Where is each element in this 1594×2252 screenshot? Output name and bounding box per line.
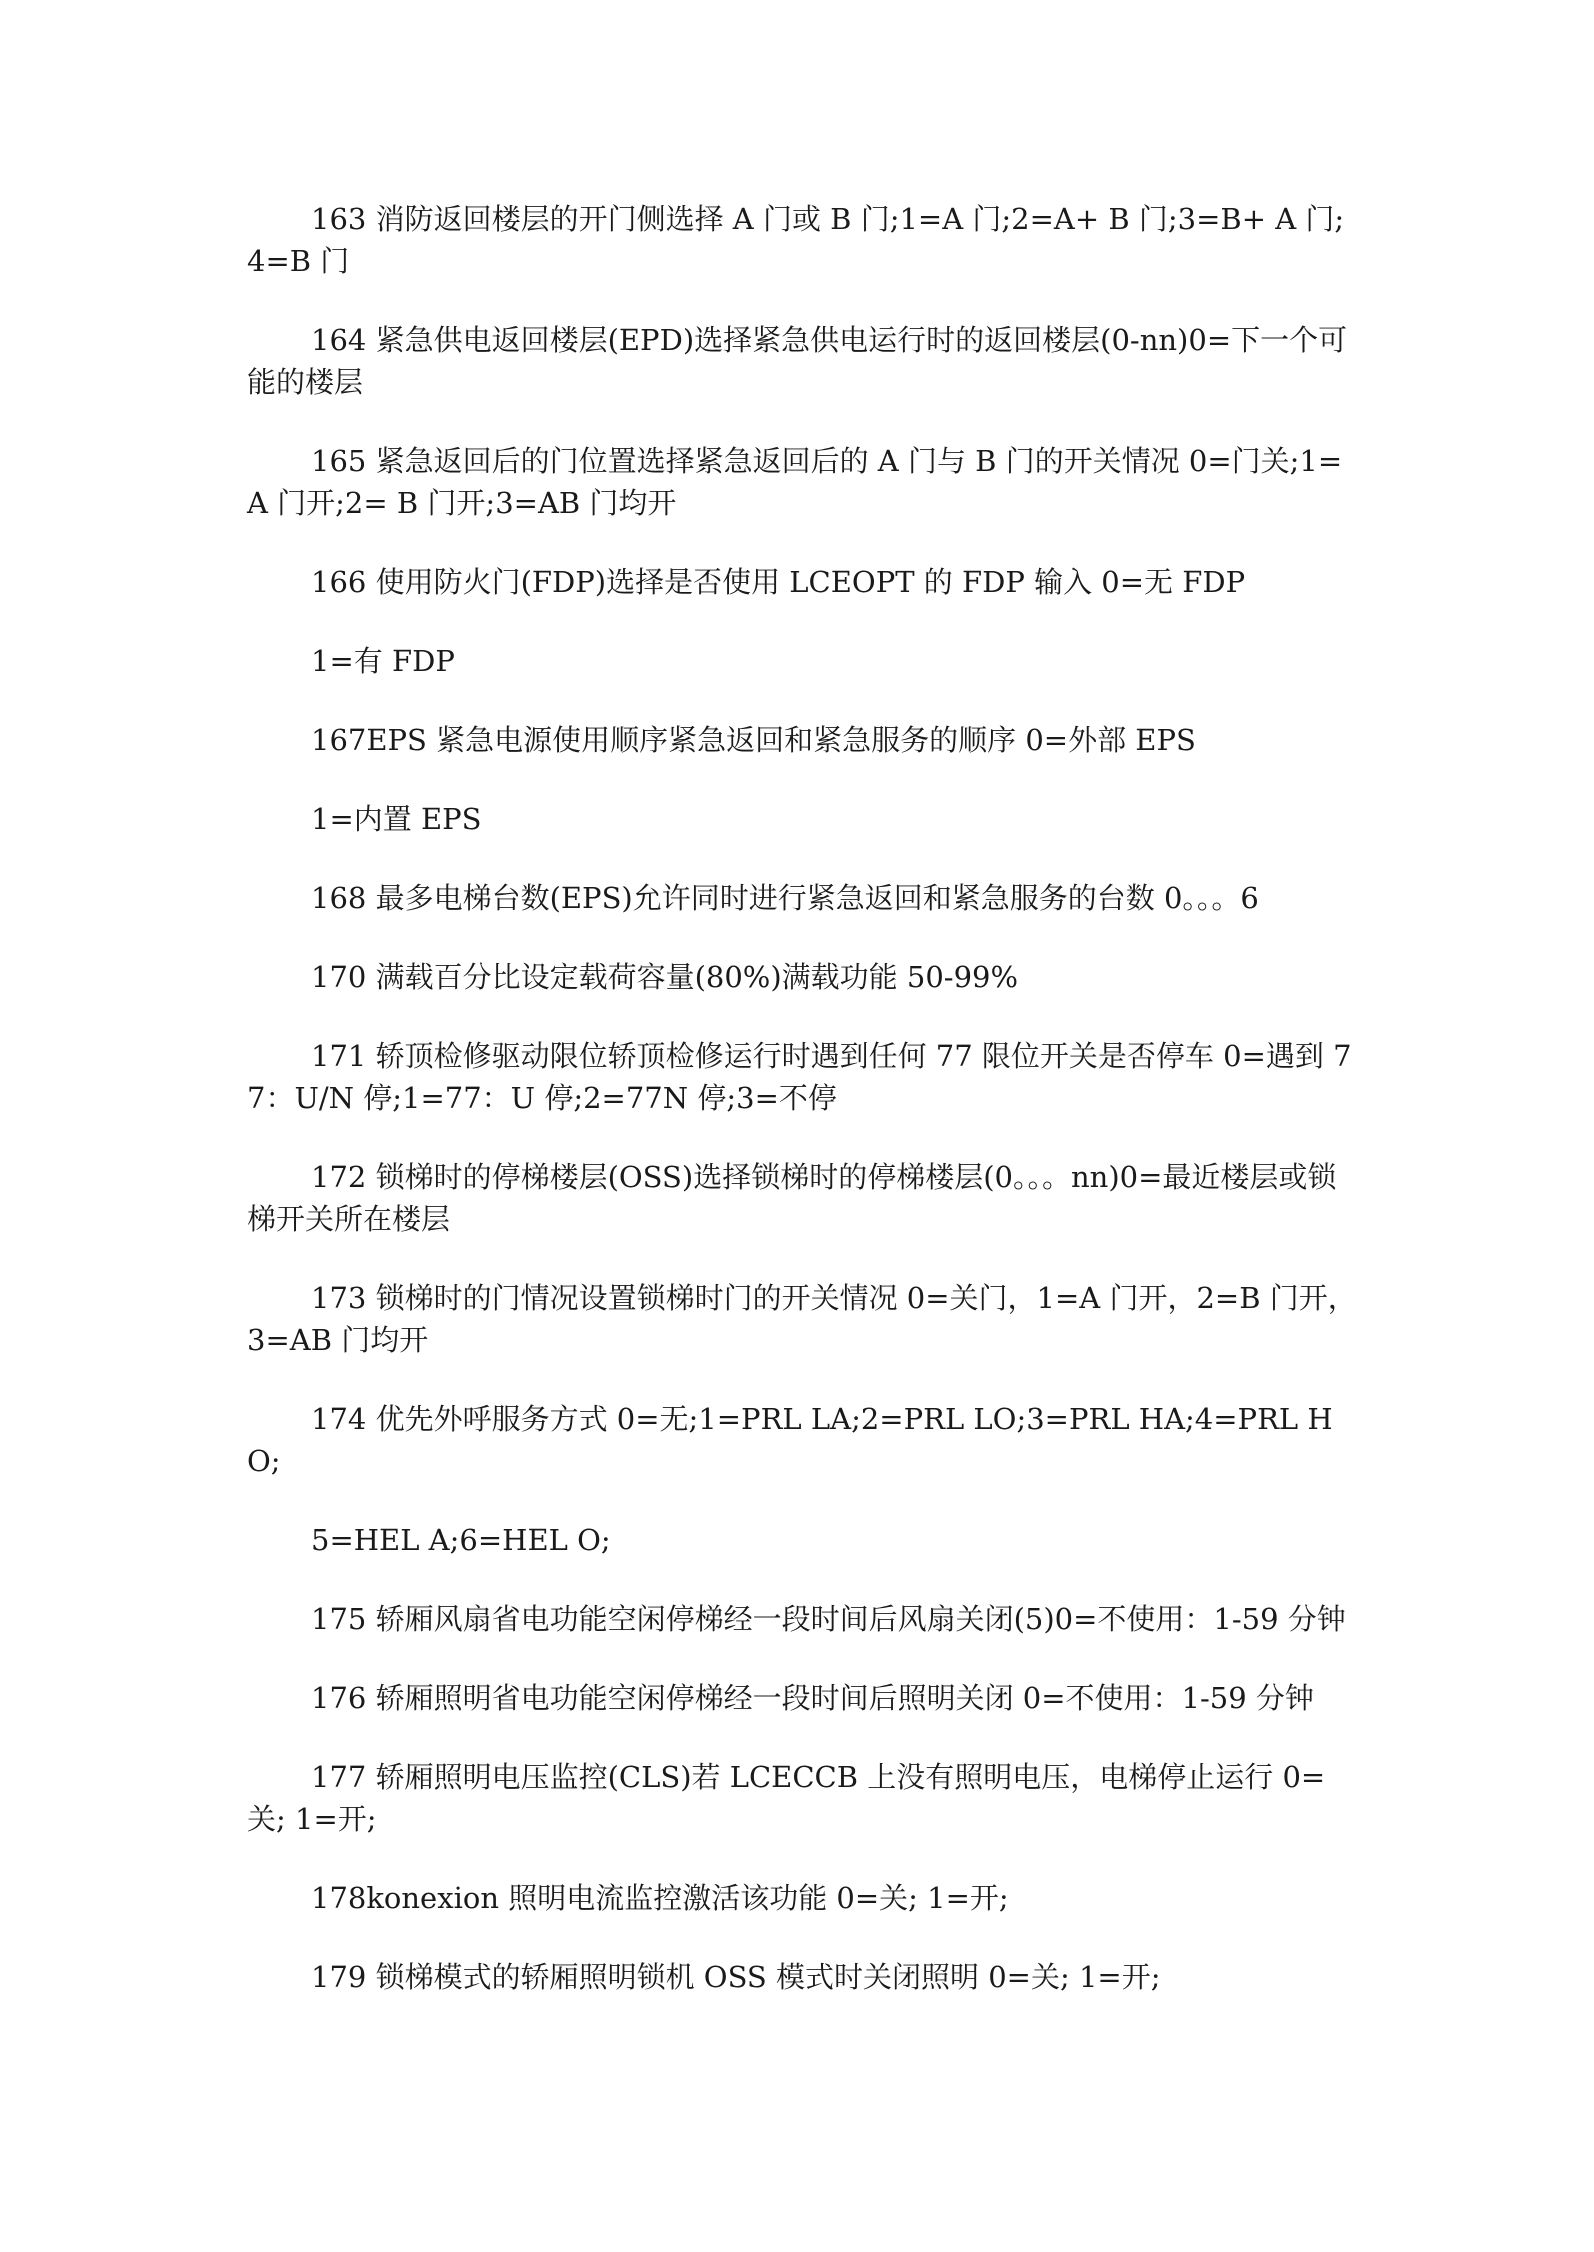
document-body: [247, 198, 1357, 2035]
paragraph-164: 164 紧急供电返回楼层(EPD)选择紧急供电运行时的返回楼层(0-nn)0=下一个可能的楼层: [247, 323, 1348, 399]
paragraph-176: 176 轿厢照明省电功能空闲停梯经一段时间后照明关闭 0=不使用：1-59 分钟: [311, 1681, 1314, 1715]
paragraph-178: 178konexion 照明电流监控激活该功能 0=关; 1=开;: [311, 1881, 1009, 1915]
paragraph-168: 168 最多电梯台数(EPS)允许同时进行紧急返回和紧急服务的台数 0。。。6: [311, 881, 1259, 915]
paragraph-175: 175 轿厢风扇省电功能空闲停梯经一段时间后风扇关闭(5)0=不使用：1-59 分钟: [311, 1602, 1346, 1636]
paragraph-166: 166 使用防火门(FDP)选择是否使用 LCEOPT 的 FDP 输入 0=无 FDP: [311, 565, 1246, 599]
paragraph-167: 167EPS 紧急电源使用顺序紧急返回和紧急服务的顺序 0=外部 EPS: [311, 723, 1196, 757]
paragraph-174: 174 优先外呼服务方式 0=无;1=PRL LA;2=PRL LO;3=PRL HA;4=PRL HO;: [247, 1402, 1333, 1478]
paragraph-173: 173 锁梯时的门情况设置锁梯时门的开关情况 0=关门，1=A 门开，2=B 门开，3=AB 门均开: [247, 1281, 1357, 1357]
paragraph-165: 165 紧急返回后的门位置选择紧急返回后的 A 门与 B 门的开关情况 0=门关;1=A 门开;2= B 门开;3=AB 门均开: [247, 444, 1343, 520]
paragraph-174-option: 5=HEL A;6=HEL O;: [311, 1523, 611, 1557]
paragraph-177: 177 轿厢照明电压监控(CLS)若 LCECCB 上没有照明电压，电梯停止运行 0=关; 1=开;: [247, 1760, 1326, 1836]
paragraph-167-option: 1=内置 EPS: [311, 802, 482, 836]
paragraph-171: 171 轿顶检修驱动限位轿顶检修运行时遇到任何 77 限位开关是否停车 0=遇到 77：U/N 停;1=77：U 停;2=77N 停;3=不停: [247, 1039, 1352, 1115]
paragraph-166-option: 1=有 FDP: [311, 644, 455, 678]
paragraph-170: 170 满载百分比设定载荷容量(80%)满载功能 50-99%: [311, 960, 1019, 994]
paragraph-179: 179 锁梯模式的轿厢照明锁机 OSS 模式时关闭照明 0=关; 1=开;: [311, 1960, 1161, 1994]
paragraph-172: 172 锁梯时的停梯楼层(OSS)选择锁梯时的停梯楼层(0。。。nn)0=最近楼层或锁梯开关所在楼层: [247, 1160, 1337, 1236]
paragraph-163: 163 消防返回楼层的开门侧选择 A 门或 B 门;1=A 门;2=A+ B 门;3=B+ A 门;4=B 门: [247, 202, 1345, 278]
